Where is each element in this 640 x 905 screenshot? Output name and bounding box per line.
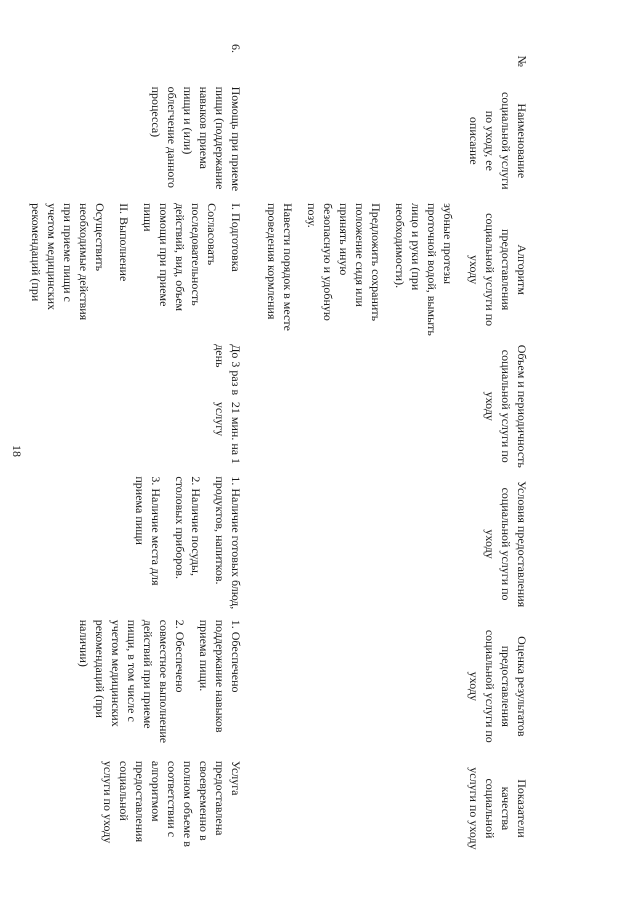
header-volume: Объем и периодичность социальной услуги по уходу [483,344,529,468]
header-evaluation: Оценка результатов предоставления социальной услуги по уходу [467,629,529,743]
table-row-continued [244,40,456,860]
cell-empty [244,472,456,615]
cell-empty [244,340,456,472]
cell-quality: Услуга предоставлена своевременно в полном объеме в соответствии с алгоритмом предоставления социальной услуги по уходу [101,760,243,847]
cell-empty [244,40,456,83]
header-num: № [515,55,529,67]
algorithm-step-title: I. Подготовка [229,203,243,272]
cell-empty [244,83,456,200]
cell-algorithm-continued [244,199,456,340]
volume-time: 21 мин. на 1 услугу [213,401,243,465]
algorithm-text: Осуществить необходимые действия при приеме пищи с учетом медицинских рекомендаций (при [29,203,107,321]
algorithm-text: Предложить сохранить положение сидя или принять иную безопасную и удобную позу. [305,203,383,322]
page-number: 18 [10,445,24,457]
table-row [20,40,244,860]
condition-item: 1. Наличие готовых блюд, продуктов, напитков. [213,476,243,610]
header-name: Наименование социальной услуги по уходу, ее описание [467,92,529,190]
cell-empty [244,757,456,860]
header-algorithm: Алгоритм предоставления социальной услуги по уходу [467,213,529,327]
cell-algorithm [20,199,244,340]
algorithm-text: Согласовать последовательность действий, вид, объем помощи при приеме пищи [141,203,219,312]
cell-volume [20,340,244,472]
services-table [20,40,530,860]
cell-evaluation [20,616,244,757]
algorithm-step-title: II. Выполнение [117,203,131,282]
cell-empty [244,616,456,757]
evaluation-item: 2. Обеспечено совместное выполнение действий при приеме пищи, в том числе с учетом медицинских рекомендаций (при наличии) [77,619,187,744]
header-quality: Показатели качества социальной услуги по уходу [467,767,529,850]
evaluation-item: 1. Обеспечено поддержание навыков приема пищи. [197,619,243,733]
row-number: 6. [229,44,243,53]
algorithm-text: Навести порядок в месте проведения кормления [265,203,295,331]
condition-item: 2. Наличие посуды, столовых приборов. [173,476,203,579]
table-header-row [456,40,530,860]
condition-item: 3. Наличие места для приема пищи [133,476,163,586]
cell-conditions [20,472,244,615]
volume-frequency: До 3 раз в день [213,344,243,396]
service-name: Помощь при приеме пищи (поддержание навыков приема пищи и (или) облегчение данного процесса) [149,86,243,192]
header-conditions: Условия предоставления социальной услуги по уходу [483,480,529,608]
algorithm-text: зубные протезы проточной водой, вымыть лицо и руки (при необходимости). [393,203,455,336]
